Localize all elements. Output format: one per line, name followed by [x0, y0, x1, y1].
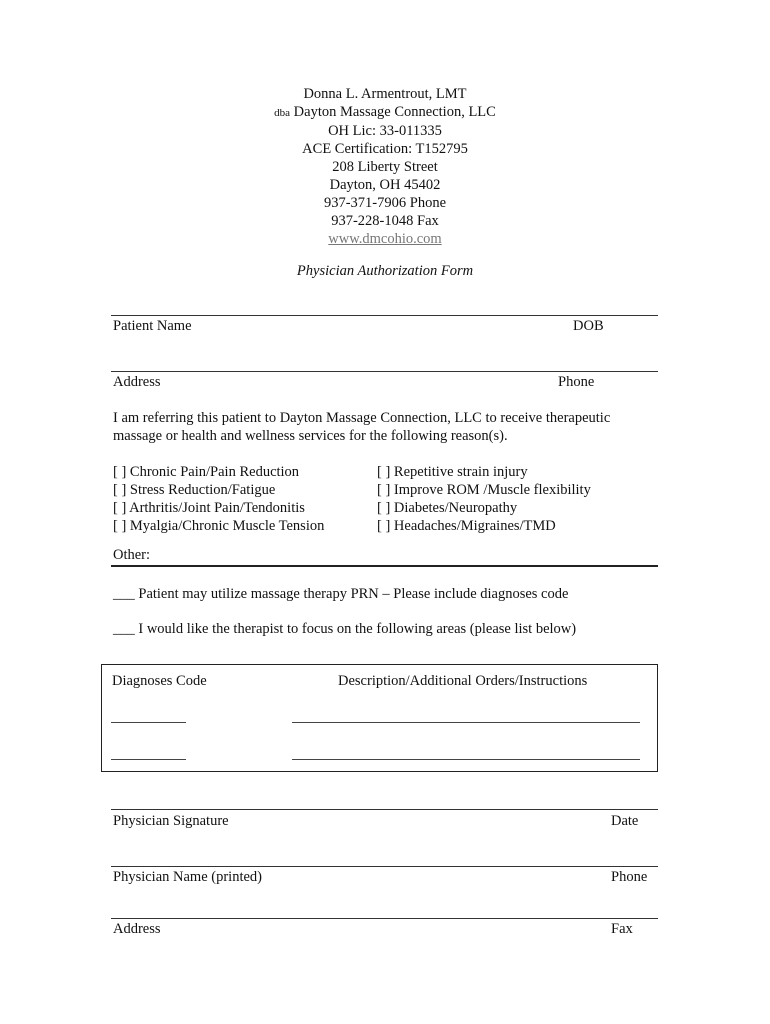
- referral-line-1: I am referring this patient to Dayton Massage Connection, LLC to receive therapeutic: [113, 410, 611, 426]
- website-link[interactable]: www.dmcohio.com: [328, 231, 442, 247]
- address-rule: [111, 371, 658, 372]
- letterhead: [0, 85, 770, 248]
- reason-checkbox-item[interactable]: [ ] Arthritis/Joint Pain/Tendonitis: [113, 500, 305, 516]
- diagnoses-code-blank[interactable]: [111, 722, 186, 723]
- prn-option[interactable]: ___ Patient may utilize massage therapy PRN – Please include diagnoses code: [113, 586, 569, 602]
- description-blank[interactable]: [292, 759, 640, 760]
- description-blank[interactable]: [292, 722, 640, 723]
- referral-statement: [113, 409, 610, 445]
- form-title: Physician Authorization Form: [296, 263, 474, 279]
- business-line: [0, 103, 770, 122]
- street-address: 208 Liberty Street: [332, 159, 438, 175]
- date-label: Date: [611, 813, 639, 829]
- reason-checkbox-item[interactable]: [ ] Myalgia/Chronic Muscle Tension: [113, 518, 325, 534]
- business-name: Dayton Massage Connection, LLC: [293, 104, 496, 120]
- other-rule: [111, 565, 658, 567]
- reasons-left-column: [113, 463, 324, 535]
- license-number: OH Lic: 33-011335: [328, 123, 442, 139]
- physician-name-label: Physician Name (printed): [113, 869, 262, 885]
- reason-checkbox-item[interactable]: [ ] Diabetes/Neuropathy: [377, 500, 518, 516]
- physician-address-label: Address: [113, 921, 161, 937]
- description-header: Description/Additional Orders/Instructions: [338, 673, 588, 689]
- patient-name-label: Patient Name: [113, 318, 192, 334]
- reason-checkbox-item[interactable]: [ ] Chronic Pain/Pain Reduction: [113, 464, 300, 480]
- reason-checkbox-item[interactable]: [ ] Headaches/Migraines/TMD: [377, 518, 556, 534]
- dba-prefix: dba: [274, 107, 291, 119]
- reasons-right-column: [377, 463, 591, 535]
- fax-number: 937-228-1048 Fax: [331, 213, 439, 229]
- physician-phone-label: Phone: [611, 869, 648, 885]
- physician-signature-label: Physician Signature: [113, 813, 229, 829]
- focus-areas-option[interactable]: ___ I would like the therapist to focus on the following areas (please list below): [113, 621, 577, 637]
- other-label: Other:: [113, 547, 151, 563]
- phone-number: 937-371-7906 Phone: [323, 195, 447, 211]
- patient-address-label: Address: [113, 374, 161, 390]
- dob-label: DOB: [573, 318, 604, 334]
- reason-checkbox-item[interactable]: [ ] Repetitive strain injury: [377, 464, 528, 480]
- physician-name-rule: [111, 866, 658, 867]
- patient-name-rule: [111, 315, 658, 316]
- therapist-name: Donna L. Armentrout, LMT: [303, 86, 467, 102]
- city-state-zip: Dayton, OH 45402: [329, 177, 441, 193]
- referral-line-2: massage or health and wellness services for the following reason(s).: [113, 428, 508, 444]
- reason-checkbox-item[interactable]: [ ] Stress Reduction/Fatigue: [113, 482, 276, 498]
- diagnoses-code-header: Diagnoses Code: [112, 673, 207, 689]
- reason-checkbox-item[interactable]: [ ] Improve ROM /Muscle flexibility: [377, 482, 591, 498]
- signature-rule: [111, 809, 658, 810]
- patient-phone-label: Phone: [558, 374, 595, 390]
- ace-certification: ACE Certification: T152795: [302, 141, 468, 157]
- physician-fax-label: Fax: [611, 921, 633, 937]
- physician-address-rule: [111, 918, 658, 919]
- diagnoses-code-blank[interactable]: [111, 759, 186, 760]
